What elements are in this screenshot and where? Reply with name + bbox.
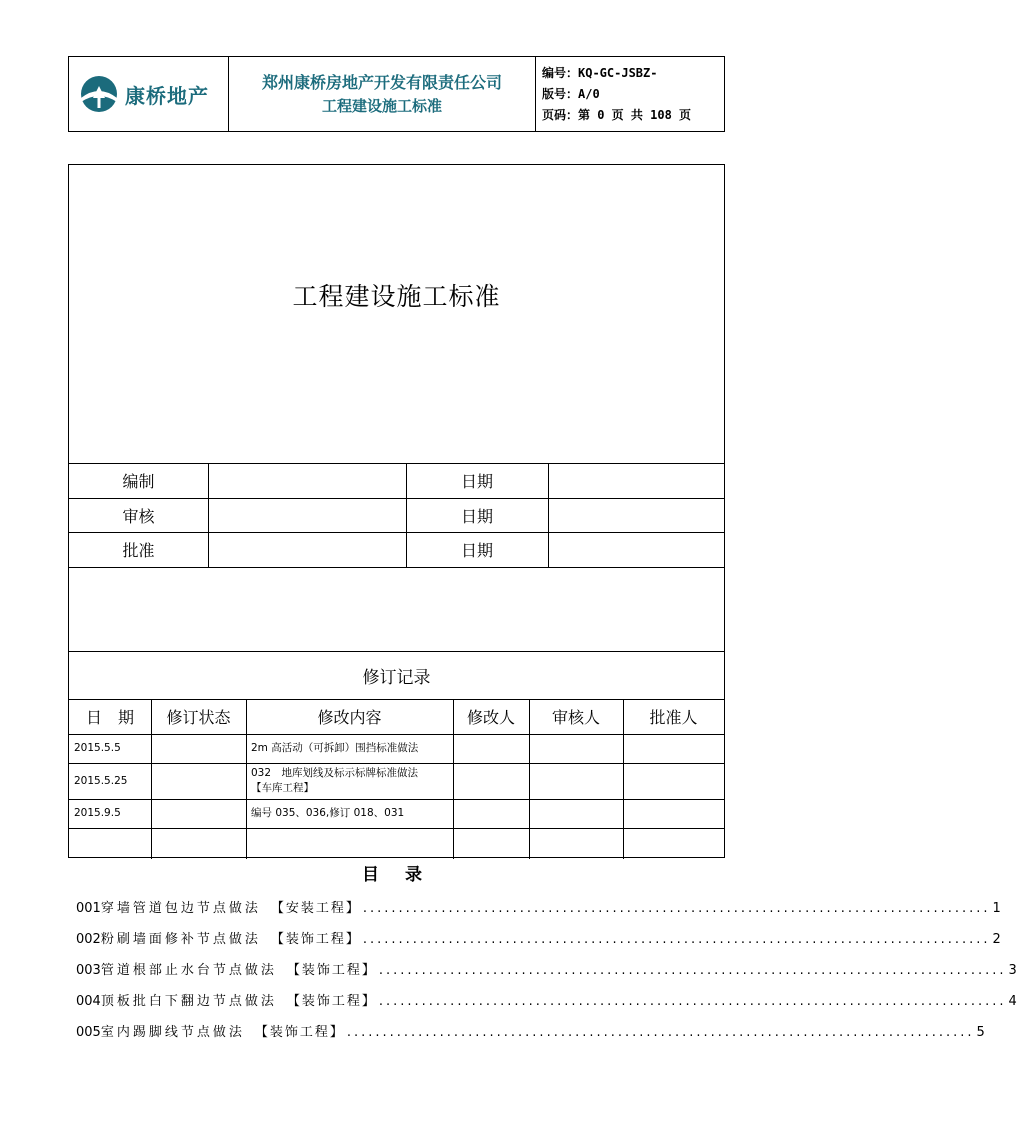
revision-header-editor: 修改人 (466, 708, 515, 727)
toc-leader-dots: ........................................................................................ (378, 994, 1007, 1009)
toc-item[interactable] (76, 1021, 985, 1052)
divider (208, 463, 209, 567)
toc-heading: 目 录 (362, 865, 432, 885)
toc-category: 【装饰工程】 (254, 1025, 345, 1040)
toc-item[interactable] (76, 959, 1017, 990)
toc-page: 2 (992, 932, 1001, 947)
toc-title: 室内踢脚线节点做法 (100, 1025, 245, 1040)
revision-title: 修订记录 (362, 667, 431, 688)
header-meta (536, 57, 724, 131)
header-title-block (229, 57, 536, 131)
doc-code: 编号：KQ-GC-JSBZ- (542, 65, 658, 80)
toc-page: 3 (1008, 963, 1017, 978)
logo-emblem-icon (77, 74, 121, 114)
revision-header-reviewer: 审核人 (551, 708, 600, 727)
revision-content: 编号 035、036,修订 018、031 (251, 807, 405, 819)
doc-page-info: 页码：第 0 页 共 108 页 (542, 107, 692, 122)
toc-page: 1 (992, 901, 1001, 916)
toc-item[interactable] (76, 897, 1001, 928)
document-header (68, 56, 725, 132)
toc-category: 【安装工程】 (270, 901, 361, 916)
header-doc-title: 工程建设施工标准 (321, 97, 442, 115)
revision-date: 2015.5.5 (74, 742, 121, 754)
doc-version: 版号：A/0 (542, 86, 600, 101)
company-logo (69, 57, 229, 131)
revision-date: 2015.5.25 (74, 774, 128, 787)
approval-label-compile: 编制 (122, 472, 155, 491)
toc-leader-dots: ........................................................................................ (346, 1025, 975, 1040)
revision-content-line: 【车库工程】 (251, 782, 314, 794)
revision-header-content: 修改内容 (317, 708, 382, 727)
toc-category: 【装饰工程】 (286, 963, 377, 978)
revision-date: 2015.9.5 (74, 807, 121, 819)
toc-category: 【装饰工程】 (286, 994, 377, 1009)
cover-box (68, 164, 725, 858)
toc-number: 003 (76, 963, 101, 978)
approval-label-review: 审核 (122, 506, 155, 526)
toc-leader-dots: ........................................................................................ (362, 932, 991, 947)
divider (69, 828, 724, 829)
revision-content (246, 763, 453, 799)
logo-text: 康桥地产 (125, 83, 209, 108)
revision-content: 2m 高活动（可拆卸）围挡标准做法 (251, 742, 419, 754)
toc-item[interactable] (76, 928, 1001, 959)
cover-title: 工程建设施工标准 (292, 282, 501, 311)
revision-content-line: 032 地库划线及标示标牌标准做法 (251, 767, 419, 779)
toc-number: 005 (76, 1025, 101, 1040)
approval-label-approve: 批准 (122, 541, 155, 560)
divider (69, 567, 724, 568)
toc-title: 管道根部止水台节点做法 (100, 963, 277, 978)
approval-date-label: 日期 (460, 472, 493, 491)
toc-title: 穿墙管道包边节点做法 (100, 901, 261, 916)
revision-header-status: 修订状态 (166, 708, 231, 727)
table-of-contents (76, 897, 1017, 1052)
toc-number: 002 (76, 932, 101, 947)
approval-date-label: 日期 (460, 541, 493, 560)
company-name: 郑州康桥房地产开发有限责任公司 (261, 73, 502, 92)
toc-item[interactable] (76, 990, 1017, 1021)
toc-number: 001 (76, 901, 101, 916)
approval-date-label: 日期 (460, 506, 493, 526)
toc-leader-dots: ........................................................................................ (362, 901, 991, 916)
toc-number: 004 (76, 994, 101, 1009)
toc-page: 4 (1008, 994, 1017, 1009)
toc-leader-dots: ........................................................................................ (378, 963, 1007, 978)
revision-header-date: 日 期 (85, 708, 134, 727)
divider (548, 463, 549, 567)
toc-page: 5 (976, 1025, 985, 1040)
toc-title: 粉刷墙面修补节点做法 (100, 932, 261, 947)
revision-header-approver: 批准人 (649, 708, 698, 727)
toc-category: 【装饰工程】 (270, 932, 361, 947)
toc-title: 顶板批白下翻边节点做法 (100, 994, 277, 1009)
